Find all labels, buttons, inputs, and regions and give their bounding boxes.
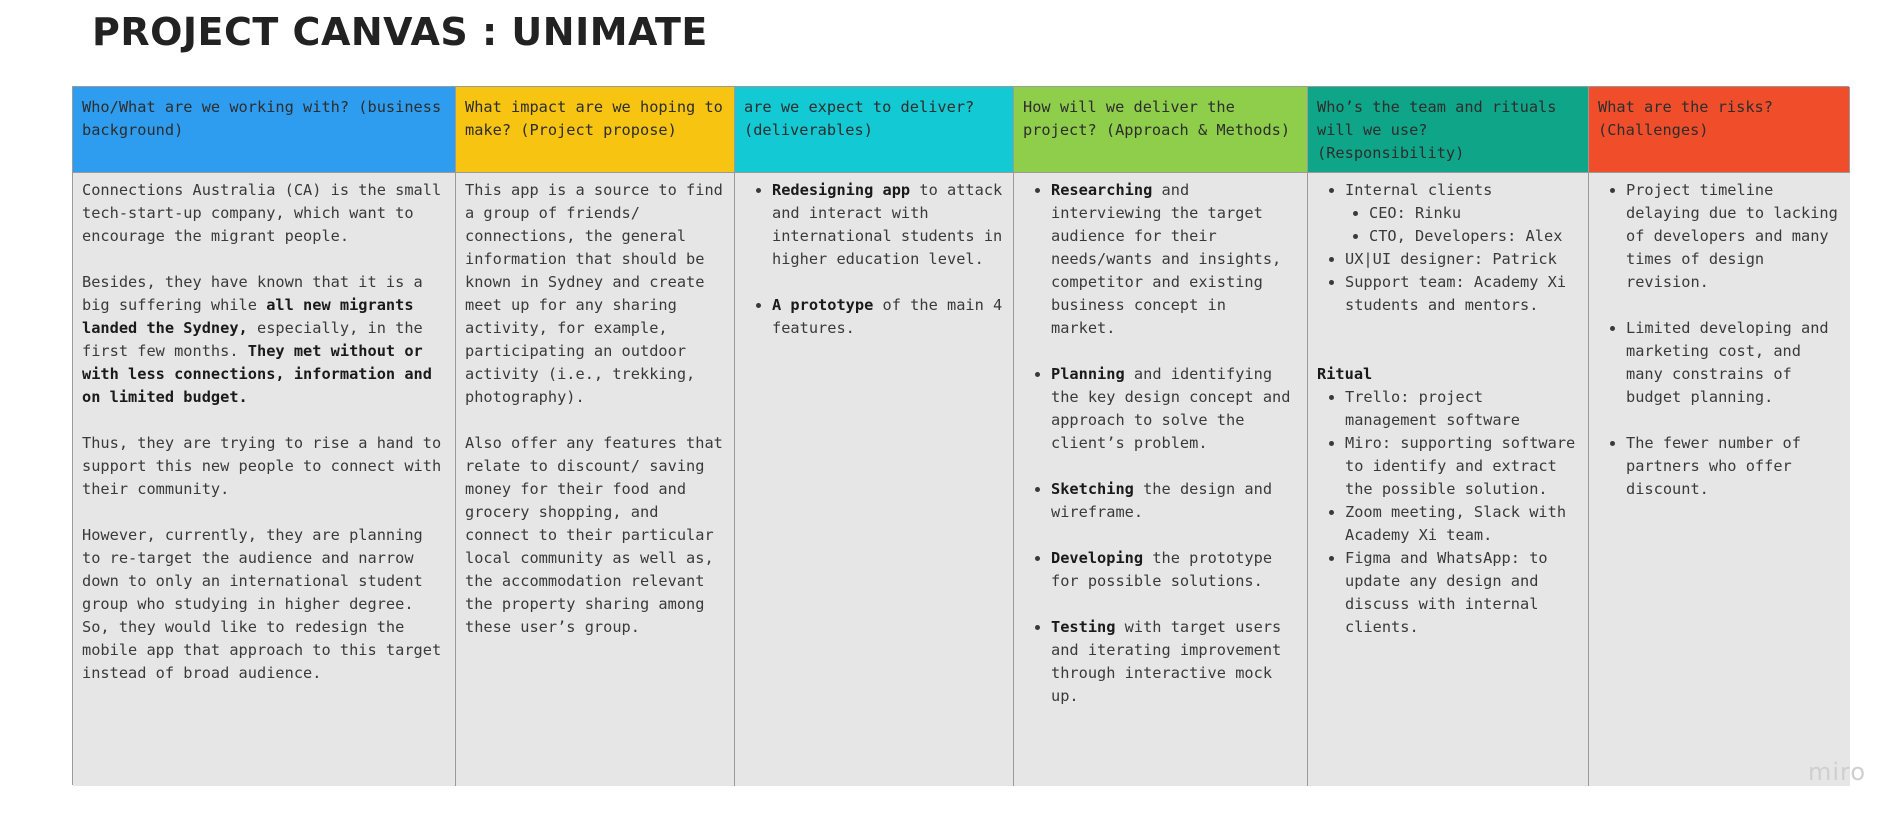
background-bold-text: all new migrants landed the Sydney, — [82, 296, 414, 337]
column-header-background: Who/What are we working with? (business background) — [73, 87, 456, 173]
list-item-text: and interviewing the target audience for their needs/wants and insights, competitor and existing business concept in market. — [1051, 181, 1282, 337]
column-header-team: Who’s the team and rituals will we use? (Responsibility) — [1308, 87, 1589, 173]
team-list — [1317, 179, 1579, 317]
list-item-text: the design and wireframe. — [1051, 480, 1273, 521]
miro-watermark: miro — [1808, 758, 1867, 786]
list-item: • Miro: supporting software to identify and extract the possible solution. — [1345, 432, 1579, 501]
column-header-deliverables: are we expect to deliver? (deliverables) — [735, 87, 1014, 173]
list-item: • Figma and WhatsApp: to update any design and discuss with internal clients. — [1345, 547, 1579, 639]
list-item: • Trello: project management software — [1345, 386, 1579, 432]
column-header-approach: How will we deliver the project? (Approach & Methods) — [1014, 87, 1308, 173]
list-item-text: of the main 4 features. — [772, 296, 1003, 337]
ritual-list — [1317, 386, 1579, 639]
list-item — [1051, 616, 1298, 708]
list-item — [1051, 179, 1298, 340]
approach-list — [1023, 179, 1298, 708]
team-cell — [1308, 173, 1589, 786]
list-item-bold: Developing — [1051, 549, 1144, 567]
risks-cell — [1589, 173, 1850, 786]
background-cell — [73, 173, 456, 786]
list-item — [1051, 547, 1298, 593]
list-item: • The fewer number of partners who offer discount. — [1626, 432, 1841, 501]
list-item: • CEO: Rinku — [1369, 202, 1579, 225]
list-item — [1051, 363, 1298, 455]
list-item: • Limited developing and marketing cost, and many constrains of budget planning. — [1626, 317, 1841, 409]
list-item: • Support team: Academy Xi students and mentors. — [1345, 271, 1579, 317]
ritual-heading: Ritual — [1317, 365, 1373, 383]
project-canvas — [72, 86, 1849, 785]
list-item-text: with target users and iterating improvement through interactive mock up. — [1051, 618, 1282, 705]
list-item — [772, 294, 1004, 340]
impact-paragraph: This app is a source to find a group of friends/ connections, the general information that should be known in Sydney and create meet up for any sharing activity, for example, participating an outdoor activity (i.e., trekking, photography). — [465, 181, 723, 406]
list-item: • Zoom meeting, Slack with Academy Xi team. — [1345, 501, 1579, 547]
deliverables-list — [744, 179, 1004, 340]
list-item-text: Internal clients — [1345, 181, 1493, 199]
impact-paragraph: Also offer any features that relate to discount/ saving money for their food and grocery shopping, and connect to their particular local community as well as, the accommodation relevant the property sharing among these user’s group. — [465, 434, 723, 636]
list-item-bold: Researching — [1051, 181, 1153, 199]
background-paragraph: However, currently, they are planning to re-target the audience and narrow down to only an international student group who studying in higher degree. So, they would like to redesign the mobile app that approach to this target instead of broad audience. — [82, 526, 442, 682]
background-text: especially, in the first few months. — [82, 319, 423, 360]
risks-list — [1598, 179, 1841, 501]
background-paragraph — [82, 271, 446, 409]
list-item-bold: Redesigning app — [772, 181, 911, 199]
page-title: PROJECT CANVAS : UNIMATE — [92, 10, 708, 54]
column-header-risks: What are the risks? (Challenges) — [1589, 87, 1850, 173]
background-paragraph: Thus, they are trying to rise a hand to support this new people to connect with their community. — [82, 434, 442, 498]
list-item-text: to attack and interact with international students in higher education level. — [772, 181, 1003, 268]
list-item-text: and identifying the key design concept and approach to solve the client’s problem. — [1051, 365, 1291, 452]
list-item-bold: Testing — [1051, 618, 1116, 636]
list-item — [1051, 478, 1298, 524]
list-item-bold: Sketching — [1051, 480, 1134, 498]
column-header-impact: What impact are we hoping to make? (Project propose) — [456, 87, 735, 173]
background-paragraph: Connections Australia (CA) is the small tech-start-up company, which want to encourage the migrant people. — [82, 181, 442, 245]
approach-cell — [1014, 173, 1308, 786]
list-item: • Project timeline delaying due to lacking of developers and many times of design revision. — [1626, 179, 1841, 294]
impact-cell — [456, 173, 735, 786]
deliverables-cell — [735, 173, 1014, 786]
list-item — [1345, 179, 1579, 248]
team-sublist — [1345, 202, 1579, 248]
background-bold-text: They met without or with less connections, information and on limited budget. — [82, 342, 432, 406]
list-item-bold: A prototype — [772, 296, 874, 314]
background-text: Besides, they have known that it is a big suffering while — [82, 273, 423, 314]
list-item-bold: Planning — [1051, 365, 1125, 383]
list-item: • CTO, Developers: Alex — [1369, 225, 1579, 248]
list-item: • UX|UI designer: Patrick — [1345, 248, 1579, 271]
list-item-text: the prototype for possible solutions. — [1051, 549, 1273, 590]
list-item — [772, 179, 1004, 271]
